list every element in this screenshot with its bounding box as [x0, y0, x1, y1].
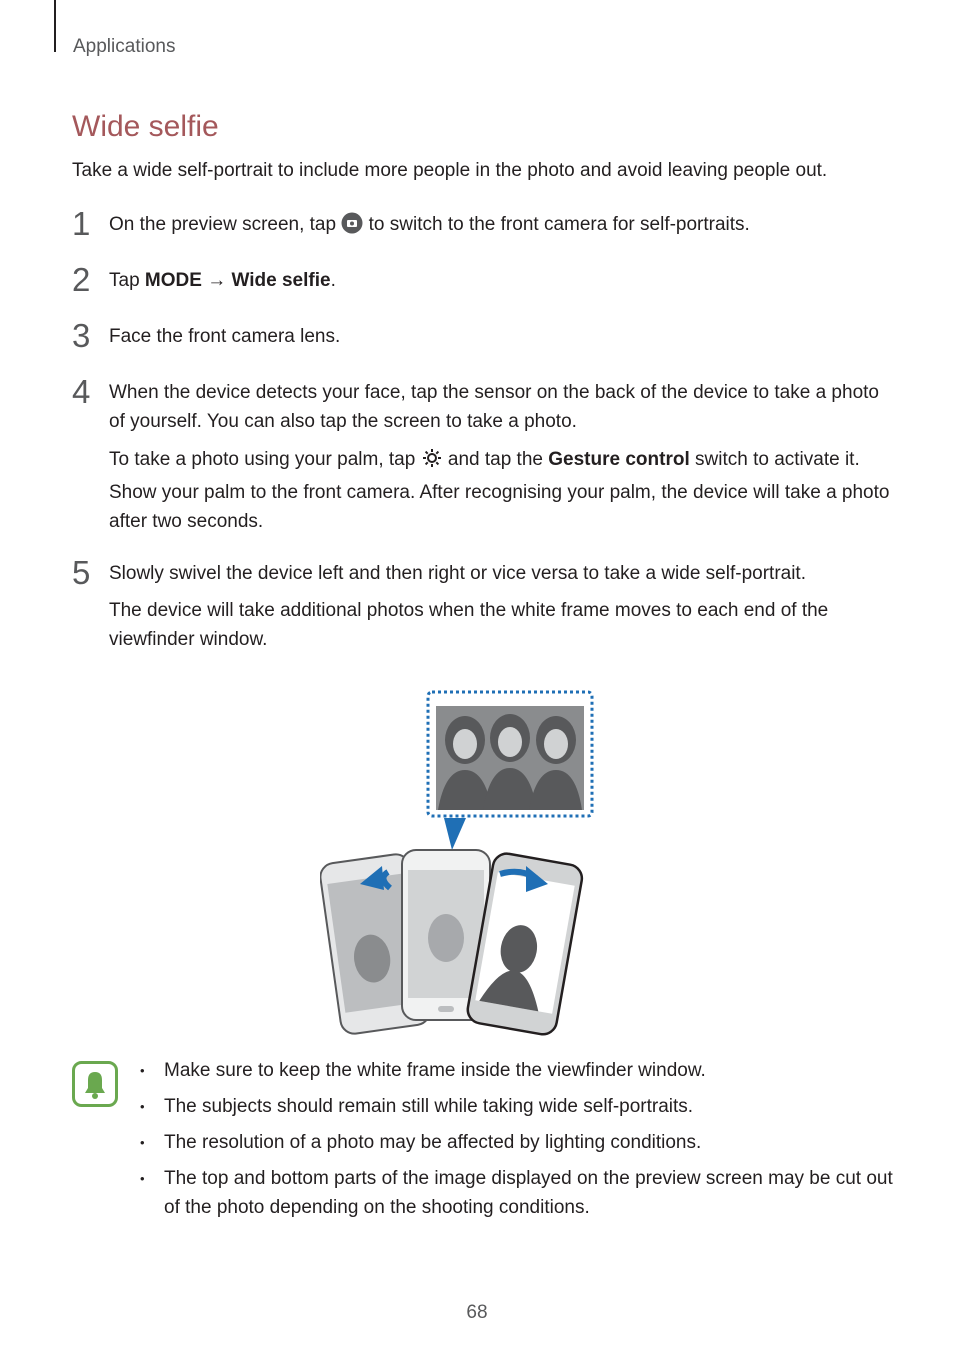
step-text-part: switch to activate it. Show your palm to the front camera. After recognising your palm, the device will take a photo after two seconds. [109, 449, 890, 532]
step-number: 1 [72, 205, 91, 242]
step-text-part: To take a photo using your palm, tap [109, 449, 416, 470]
switch-camera-icon [341, 212, 363, 243]
step-number: 3 [72, 317, 91, 354]
step-text [109, 266, 899, 295]
page-number: 68 [466, 1302, 488, 1323]
step-text-part: On the preview screen, tap [109, 214, 337, 235]
step-number: 5 [72, 554, 91, 591]
menu-mode-label: MODE [144, 270, 202, 291]
wide-selfie-illustration [320, 688, 600, 1036]
step-text: Slowly swivel the device left and then right or vice versa to take a wide self-portrait. [109, 563, 806, 584]
note-item: • The resolution of a photo may be affected by lighting conditions. [138, 1128, 898, 1157]
step-text-part: to switch to the front camera for self-portraits. [368, 214, 750, 235]
step-number: 4 [72, 373, 91, 410]
step-text [109, 210, 899, 243]
step-text: When the device detects your face, tap the sensor on the back of the device to take a photo of yourself. You can also tap the screen to take a photo. [109, 382, 879, 432]
note-item: • Make sure to keep the white frame inside the viewfinder window. [138, 1056, 898, 1085]
section-label: Applications [73, 36, 176, 57]
pointer-triangle [444, 818, 466, 850]
intro-text: Take a wide self-portrait to include more people in the photo and avoid leaving people out. [72, 160, 828, 181]
notes-list [138, 1056, 898, 1229]
step-text-part: . [330, 270, 336, 291]
step-text-part: and tap the [447, 449, 543, 470]
step-text: Face the front camera lens. [109, 326, 341, 347]
menu-wide-selfie-label: Wide selfie [231, 270, 331, 291]
page-title: Wide selfie [72, 110, 219, 143]
gear-icon [421, 447, 443, 478]
bell-note-icon [72, 1061, 118, 1107]
step-text-part: Tap [109, 270, 140, 291]
note-item: • The subjects should remain still while taking wide self-portraits. [138, 1092, 898, 1121]
gesture-control-label: Gesture control [548, 449, 690, 470]
step-number: 2 [72, 261, 91, 298]
header-rule [54, 0, 56, 52]
step-subtext [109, 445, 899, 536]
step-subtext: The device will take additional photos when the white frame moves to each end of the viewfinder window. [109, 600, 829, 650]
note-item: • The top and bottom parts of the image displayed on the preview screen may be cut out of the photo depending on the shooting conditions. [138, 1164, 898, 1222]
arrow-glyph: → [207, 270, 227, 291]
